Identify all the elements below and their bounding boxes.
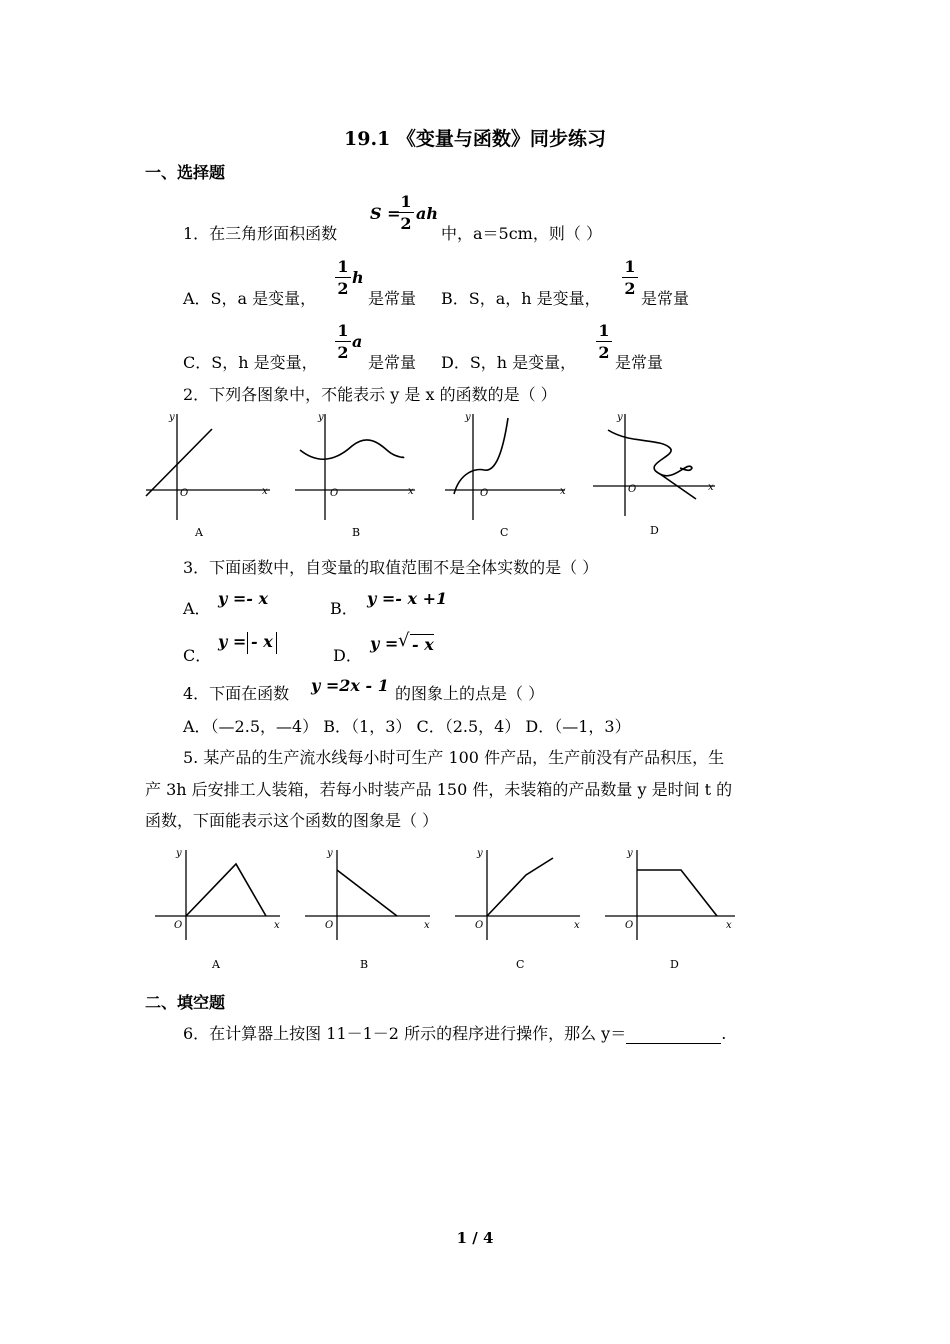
y-axis-label: y xyxy=(327,848,333,859)
fraction-numerator: 1 xyxy=(400,192,412,211)
q6-answer-blank[interactable] xyxy=(626,1027,721,1044)
q2-stem: 2．下列各图象中，不能表示 y 是 x 的函数的是（ ） xyxy=(183,385,557,404)
q3-option-d-radicand: - x xyxy=(412,635,434,654)
q5-graph-c xyxy=(455,850,580,940)
q2-graph-b-label: B xyxy=(352,526,361,539)
q4-expr: y =2x - 1 xyxy=(311,676,389,695)
q1-option-d-suffix: 是常量 xyxy=(615,353,664,372)
origin-label: O xyxy=(174,920,183,931)
x-axis-label: x xyxy=(262,486,268,497)
radical-sign-icon: √ xyxy=(398,630,410,651)
fraction-numerator: 1 xyxy=(337,257,349,276)
q2-graph-a xyxy=(146,414,270,520)
q2-graph-d-label: D xyxy=(650,524,659,537)
q1-option-a-suffix: 是常量 xyxy=(368,289,417,308)
q2-graph-c xyxy=(445,414,565,520)
q5-line-1: 5. 某产品的生产流水线每小时可生产 100 件产品，生产前没有产品积压，生 xyxy=(183,748,725,767)
section-heading-choice: 一、选择题 xyxy=(145,163,226,182)
page-title: 19.1 《变量与函数》同步练习 xyxy=(344,128,606,150)
q1-option-d-fraction xyxy=(596,321,612,362)
q4-stem-suffix: 的图象上的点是（ ） xyxy=(395,684,545,703)
origin-label: O xyxy=(330,488,339,499)
q5-graph-d-label: D xyxy=(670,958,679,971)
y-axis-label: y xyxy=(627,848,633,859)
q1-option-c-text: C．S，h 是变量， xyxy=(183,353,318,372)
q1-formula-rhs: ah xyxy=(416,204,438,223)
q1-option-c-fraction xyxy=(335,321,351,362)
origin-label: O xyxy=(180,488,189,499)
x-axis-label: x xyxy=(560,486,566,497)
q2-graph-d xyxy=(593,414,715,516)
origin-label: O xyxy=(325,920,334,931)
q3-option-c-expr-lhs: y = xyxy=(218,632,247,651)
y-axis-label: y xyxy=(169,412,175,423)
origin-label: O xyxy=(625,920,634,931)
fraction-numerator: 1 xyxy=(624,257,636,276)
q5-graph-c-label: C xyxy=(516,958,525,971)
q1-option-a-fraction xyxy=(335,257,351,298)
q1-option-b-suffix: 是常量 xyxy=(641,289,690,308)
q3-option-c-abs-value: - x xyxy=(247,632,277,654)
fraction-bar xyxy=(335,277,351,278)
fraction-numerator: 1 xyxy=(598,321,610,340)
fraction-denominator: 2 xyxy=(337,343,349,362)
graph-curve xyxy=(454,418,508,494)
q1-option-a-var: h xyxy=(352,268,364,287)
section-heading-fill-in: 二、填空题 xyxy=(145,993,226,1012)
y-axis-label: y xyxy=(176,848,182,859)
fraction-numerator: 1 xyxy=(337,321,349,340)
x-axis-label: x xyxy=(726,920,732,931)
q4-options: A．（—2.5，—4） B．（1，3） C．（2.5，4） D．（—1，3） xyxy=(183,717,631,736)
fraction-bar xyxy=(596,341,612,342)
q5-graph-a-label: A xyxy=(212,958,220,971)
graph-curve xyxy=(300,440,404,459)
fraction-denominator: 2 xyxy=(400,214,412,233)
q1-option-b-text: B．S，a，h 是变量， xyxy=(441,289,601,308)
q1-stem-prefix: 1．在三角形面积函数 xyxy=(183,224,338,243)
fraction-bar xyxy=(335,341,351,342)
q2-graph-c-label: C xyxy=(500,526,509,539)
graph-line xyxy=(186,864,266,916)
q5-graph-b xyxy=(305,850,430,940)
q1-formula-lhs: S = xyxy=(370,204,401,223)
q1-option-b-fraction xyxy=(622,257,638,298)
origin-label: O xyxy=(480,488,489,499)
q5-graphs xyxy=(150,840,740,975)
graph-line xyxy=(337,870,397,916)
fraction-bar xyxy=(398,212,414,213)
q5-line-3: 函数，下面能表示这个函数的图象是（ ） xyxy=(145,811,439,830)
y-axis-label: y xyxy=(465,412,471,423)
q2-graphs xyxy=(140,408,730,548)
q1-stem-suffix: 中，a＝5cm，则（ ） xyxy=(441,224,602,243)
q6-stem xyxy=(183,1021,726,1044)
page-number: 1 / 4 xyxy=(456,1229,494,1247)
q3-option-a-label: A． xyxy=(183,599,211,618)
q3-option-b-label: B． xyxy=(330,599,358,618)
q2-graph-b xyxy=(295,414,415,520)
y-axis-label: y xyxy=(318,412,324,423)
q3-option-d-label: D． xyxy=(333,646,362,665)
q6-stem-suffix: . xyxy=(721,1024,727,1043)
origin-label: O xyxy=(628,484,637,495)
q1-option-d-text: D．S，h 是变量， xyxy=(441,353,577,372)
y-axis-label: y xyxy=(477,848,483,859)
q5-line-2: 产 3h 后安排工人装箱，若每小时装产品 150 件，未装箱的产品数量 y 是时间 t 的 xyxy=(145,780,733,799)
q2-graph-a-label: A xyxy=(195,526,203,539)
q4-stem-prefix: 4．下面在函数 xyxy=(183,684,290,703)
fraction-bar xyxy=(622,277,638,278)
x-axis-label: x xyxy=(424,920,430,931)
q1-formula-fraction xyxy=(398,192,414,233)
q6-stem-prefix: 6．在计算器上按图 11－1－2 所示的程序进行操作，那么 y＝ xyxy=(183,1024,627,1043)
q3-option-c-label: C． xyxy=(183,646,212,665)
origin-label: O xyxy=(475,920,484,931)
graph-curve xyxy=(608,430,692,476)
graph-line xyxy=(637,870,717,916)
q5-graph-b-label: B xyxy=(360,958,369,971)
q3-option-a-expr: y =- x xyxy=(218,589,269,608)
fraction-denominator: 2 xyxy=(337,279,349,298)
fraction-denominator: 2 xyxy=(598,343,610,362)
x-axis-label: x xyxy=(274,920,280,931)
graph-line xyxy=(487,858,553,916)
q1-option-a-text: A．S，a 是变量， xyxy=(183,289,317,308)
q1-option-c-var: a xyxy=(352,332,363,351)
y-axis-label: y xyxy=(617,412,623,423)
x-axis-label: x xyxy=(574,920,580,931)
q1-option-c-suffix: 是常量 xyxy=(368,353,417,372)
x-axis-label: x xyxy=(408,486,414,497)
x-axis-label: x xyxy=(708,482,714,493)
q3-option-b-expr: y =- x +1 xyxy=(367,589,448,608)
graph-curve xyxy=(146,429,212,496)
fraction-denominator: 2 xyxy=(624,279,636,298)
q3-option-d-expr-lhs: y = xyxy=(370,634,399,653)
q3-stem: 3．下面函数中，自变量的取值范围不是全体实数的是（ ） xyxy=(183,558,599,577)
